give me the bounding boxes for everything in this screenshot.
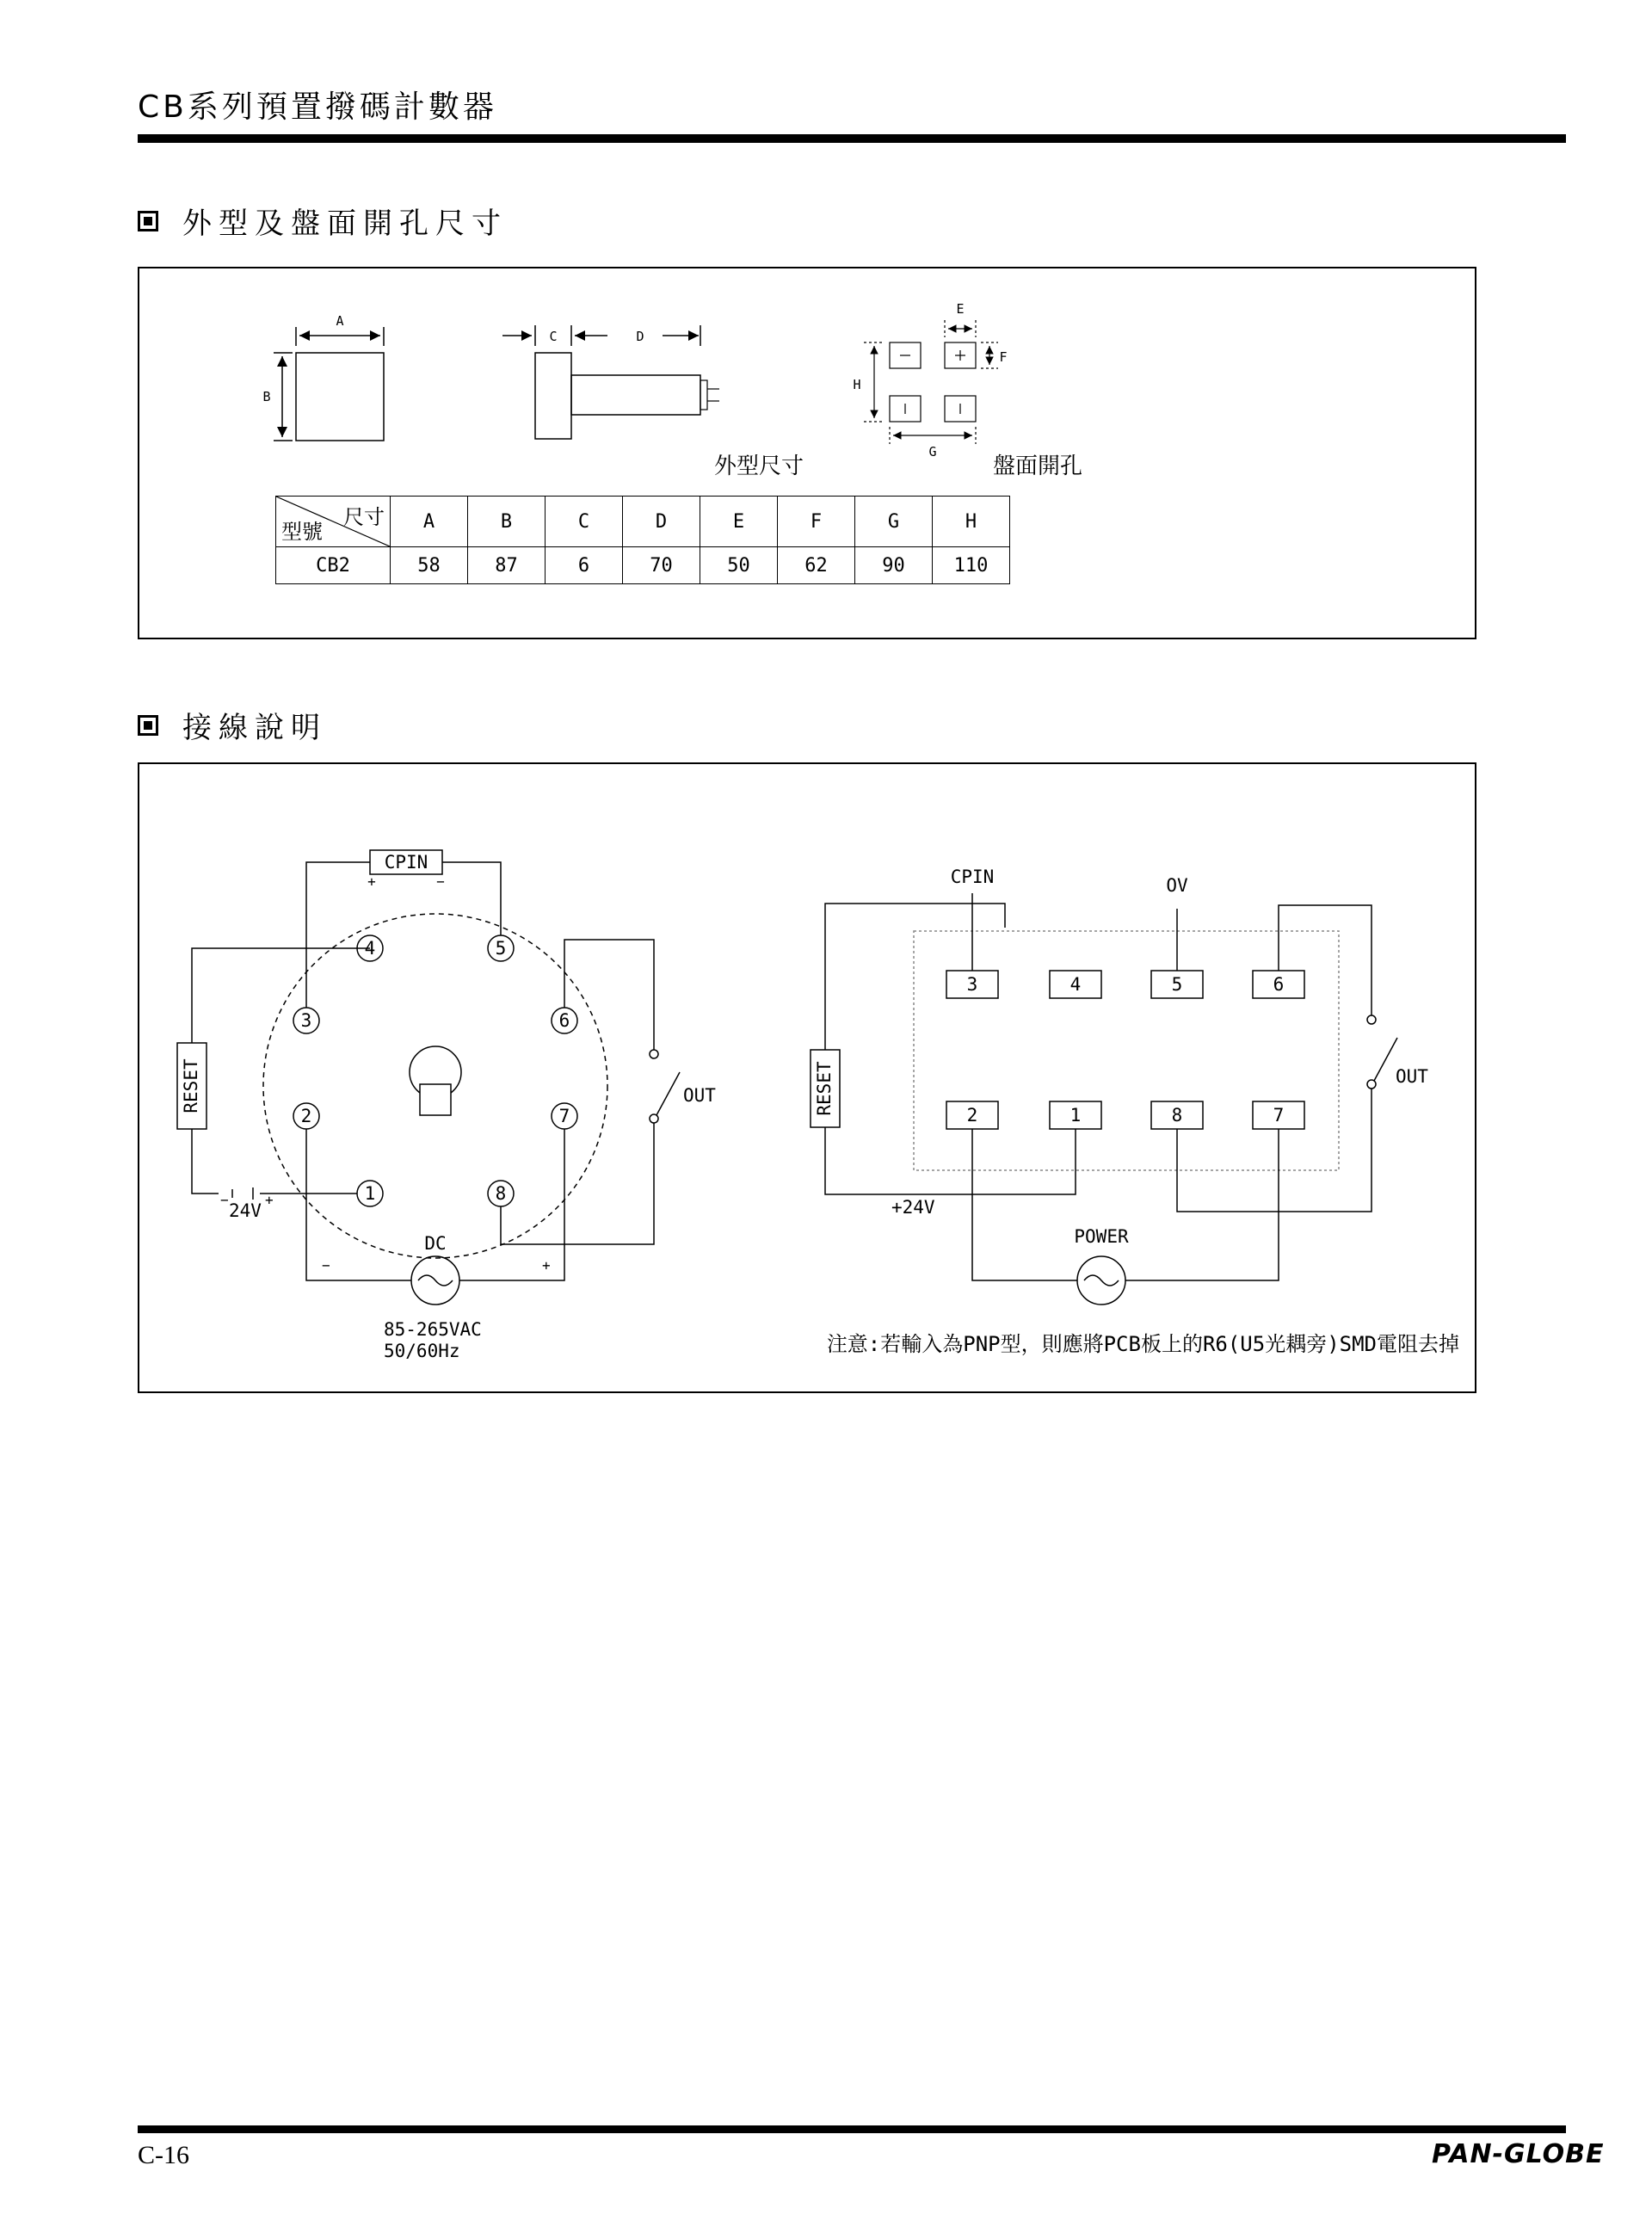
value-cell: 70 — [623, 547, 700, 584]
dim-label-g: G — [928, 444, 937, 460]
value-cell: 58 — [391, 547, 468, 584]
right-pin-7: 7 — [1273, 1105, 1285, 1126]
right-pin-5: 5 — [1171, 974, 1183, 995]
left-pin-6: 6 — [558, 1010, 570, 1031]
left-pin-1: 1 — [364, 1183, 376, 1204]
page-title: CB系列預置撥碼計數器 — [138, 89, 497, 125]
left-pin-8: 8 — [495, 1183, 507, 1204]
right-pin-8: 8 — [1171, 1105, 1183, 1126]
section-heading-text: 接線說明 — [182, 711, 327, 745]
footer-rule — [138, 2125, 1566, 2133]
value-cell: 62 — [778, 547, 855, 584]
left-dc-minus: − — [322, 1257, 330, 1274]
left-24v-plus: + — [265, 1192, 274, 1208]
dim-label-f: F — [999, 349, 1008, 365]
left-out-label: OUT — [683, 1085, 716, 1106]
right-pin-1: 1 — [1069, 1105, 1082, 1126]
left-cpin-plus: + — [367, 873, 376, 890]
value-cell: 87 — [468, 547, 546, 584]
left-24v-label: 24V — [229, 1200, 262, 1221]
right-24v-label: +24V — [891, 1197, 935, 1218]
column-header: E — [700, 497, 778, 547]
column-header: D — [623, 497, 700, 547]
value-cell: 90 — [855, 547, 933, 584]
dim-label-e: E — [956, 301, 965, 317]
column-header: A — [391, 497, 468, 547]
left-pin-5: 5 — [495, 938, 507, 959]
column-header: B — [468, 497, 546, 547]
section-heading-text: 外型及盤面開孔尺寸 — [182, 207, 508, 241]
right-pin-6: 6 — [1273, 974, 1285, 995]
side-view-drawing — [502, 325, 719, 439]
left-reset-label: RESET — [181, 1058, 201, 1113]
section-heading-wiring — [138, 704, 327, 746]
right-out-label: OUT — [1396, 1066, 1428, 1087]
table-row — [276, 547, 1010, 584]
corner-label-model: 型號 — [281, 520, 323, 544]
page-number: C-16 — [138, 2141, 189, 2169]
right-pin-3: 3 — [966, 974, 978, 995]
caption-panel-cutout: 盤面開孔 — [993, 453, 1083, 479]
left-pin-4: 4 — [364, 938, 376, 959]
brand-logo: PAN-GLOBE — [1432, 2139, 1605, 2169]
value-cell: 50 — [700, 547, 778, 584]
table-corner-cell — [276, 497, 391, 547]
caption-outline-dimensions: 外型尺寸 — [714, 453, 804, 479]
right-power-label: POWER — [1074, 1226, 1129, 1247]
left-dc-label: DC — [424, 1233, 447, 1254]
table-header-row — [276, 497, 1010, 547]
value-cell: 6 — [546, 547, 623, 584]
column-header: H — [933, 497, 1010, 547]
wiring-note: 注意:若輸入為PNP型，則應將PCB板上的R6(U5光耦旁)SMD電阻去掉 — [826, 1332, 1459, 1356]
left-dc-plus: + — [542, 1257, 551, 1274]
dim-label-h: H — [853, 377, 861, 392]
right-cpin-label: CPIN — [950, 867, 995, 887]
corner-label-dimension: 尺寸 — [343, 505, 385, 529]
left-pin-2: 2 — [300, 1106, 312, 1126]
right-pin-4: 4 — [1069, 974, 1082, 995]
dim-label-c: C — [549, 329, 558, 344]
left-cpin-label: CPIN — [384, 852, 428, 873]
wiring-diagrams — [0, 757, 1652, 1394]
model-cell: CB2 — [276, 547, 391, 584]
value-cell: 110 — [933, 547, 1010, 584]
left-cpin-minus: − — [436, 873, 445, 890]
right-ov-label: OV — [1166, 875, 1188, 896]
left-24v-minus: − — [220, 1192, 229, 1208]
right-pin-2: 2 — [966, 1105, 978, 1126]
column-header: G — [855, 497, 933, 547]
dim-label-a: A — [336, 313, 344, 329]
left-ac-frequency: 50/60Hz — [384, 1341, 460, 1361]
square-bullet-icon — [138, 715, 158, 736]
right-reset-label: RESET — [814, 1061, 835, 1116]
left-ac-range: 85-265VAC — [384, 1319, 482, 1340]
left-pin-3: 3 — [300, 1010, 312, 1031]
left-pin-7: 7 — [558, 1106, 570, 1126]
column-header: F — [778, 497, 855, 547]
front-view-drawing — [262, 313, 384, 441]
column-header: C — [546, 497, 623, 547]
cutout-drawing — [864, 320, 998, 444]
dim-label-b: B — [262, 389, 271, 404]
dim-label-d: D — [636, 329, 644, 344]
dimension-table — [275, 496, 1010, 584]
